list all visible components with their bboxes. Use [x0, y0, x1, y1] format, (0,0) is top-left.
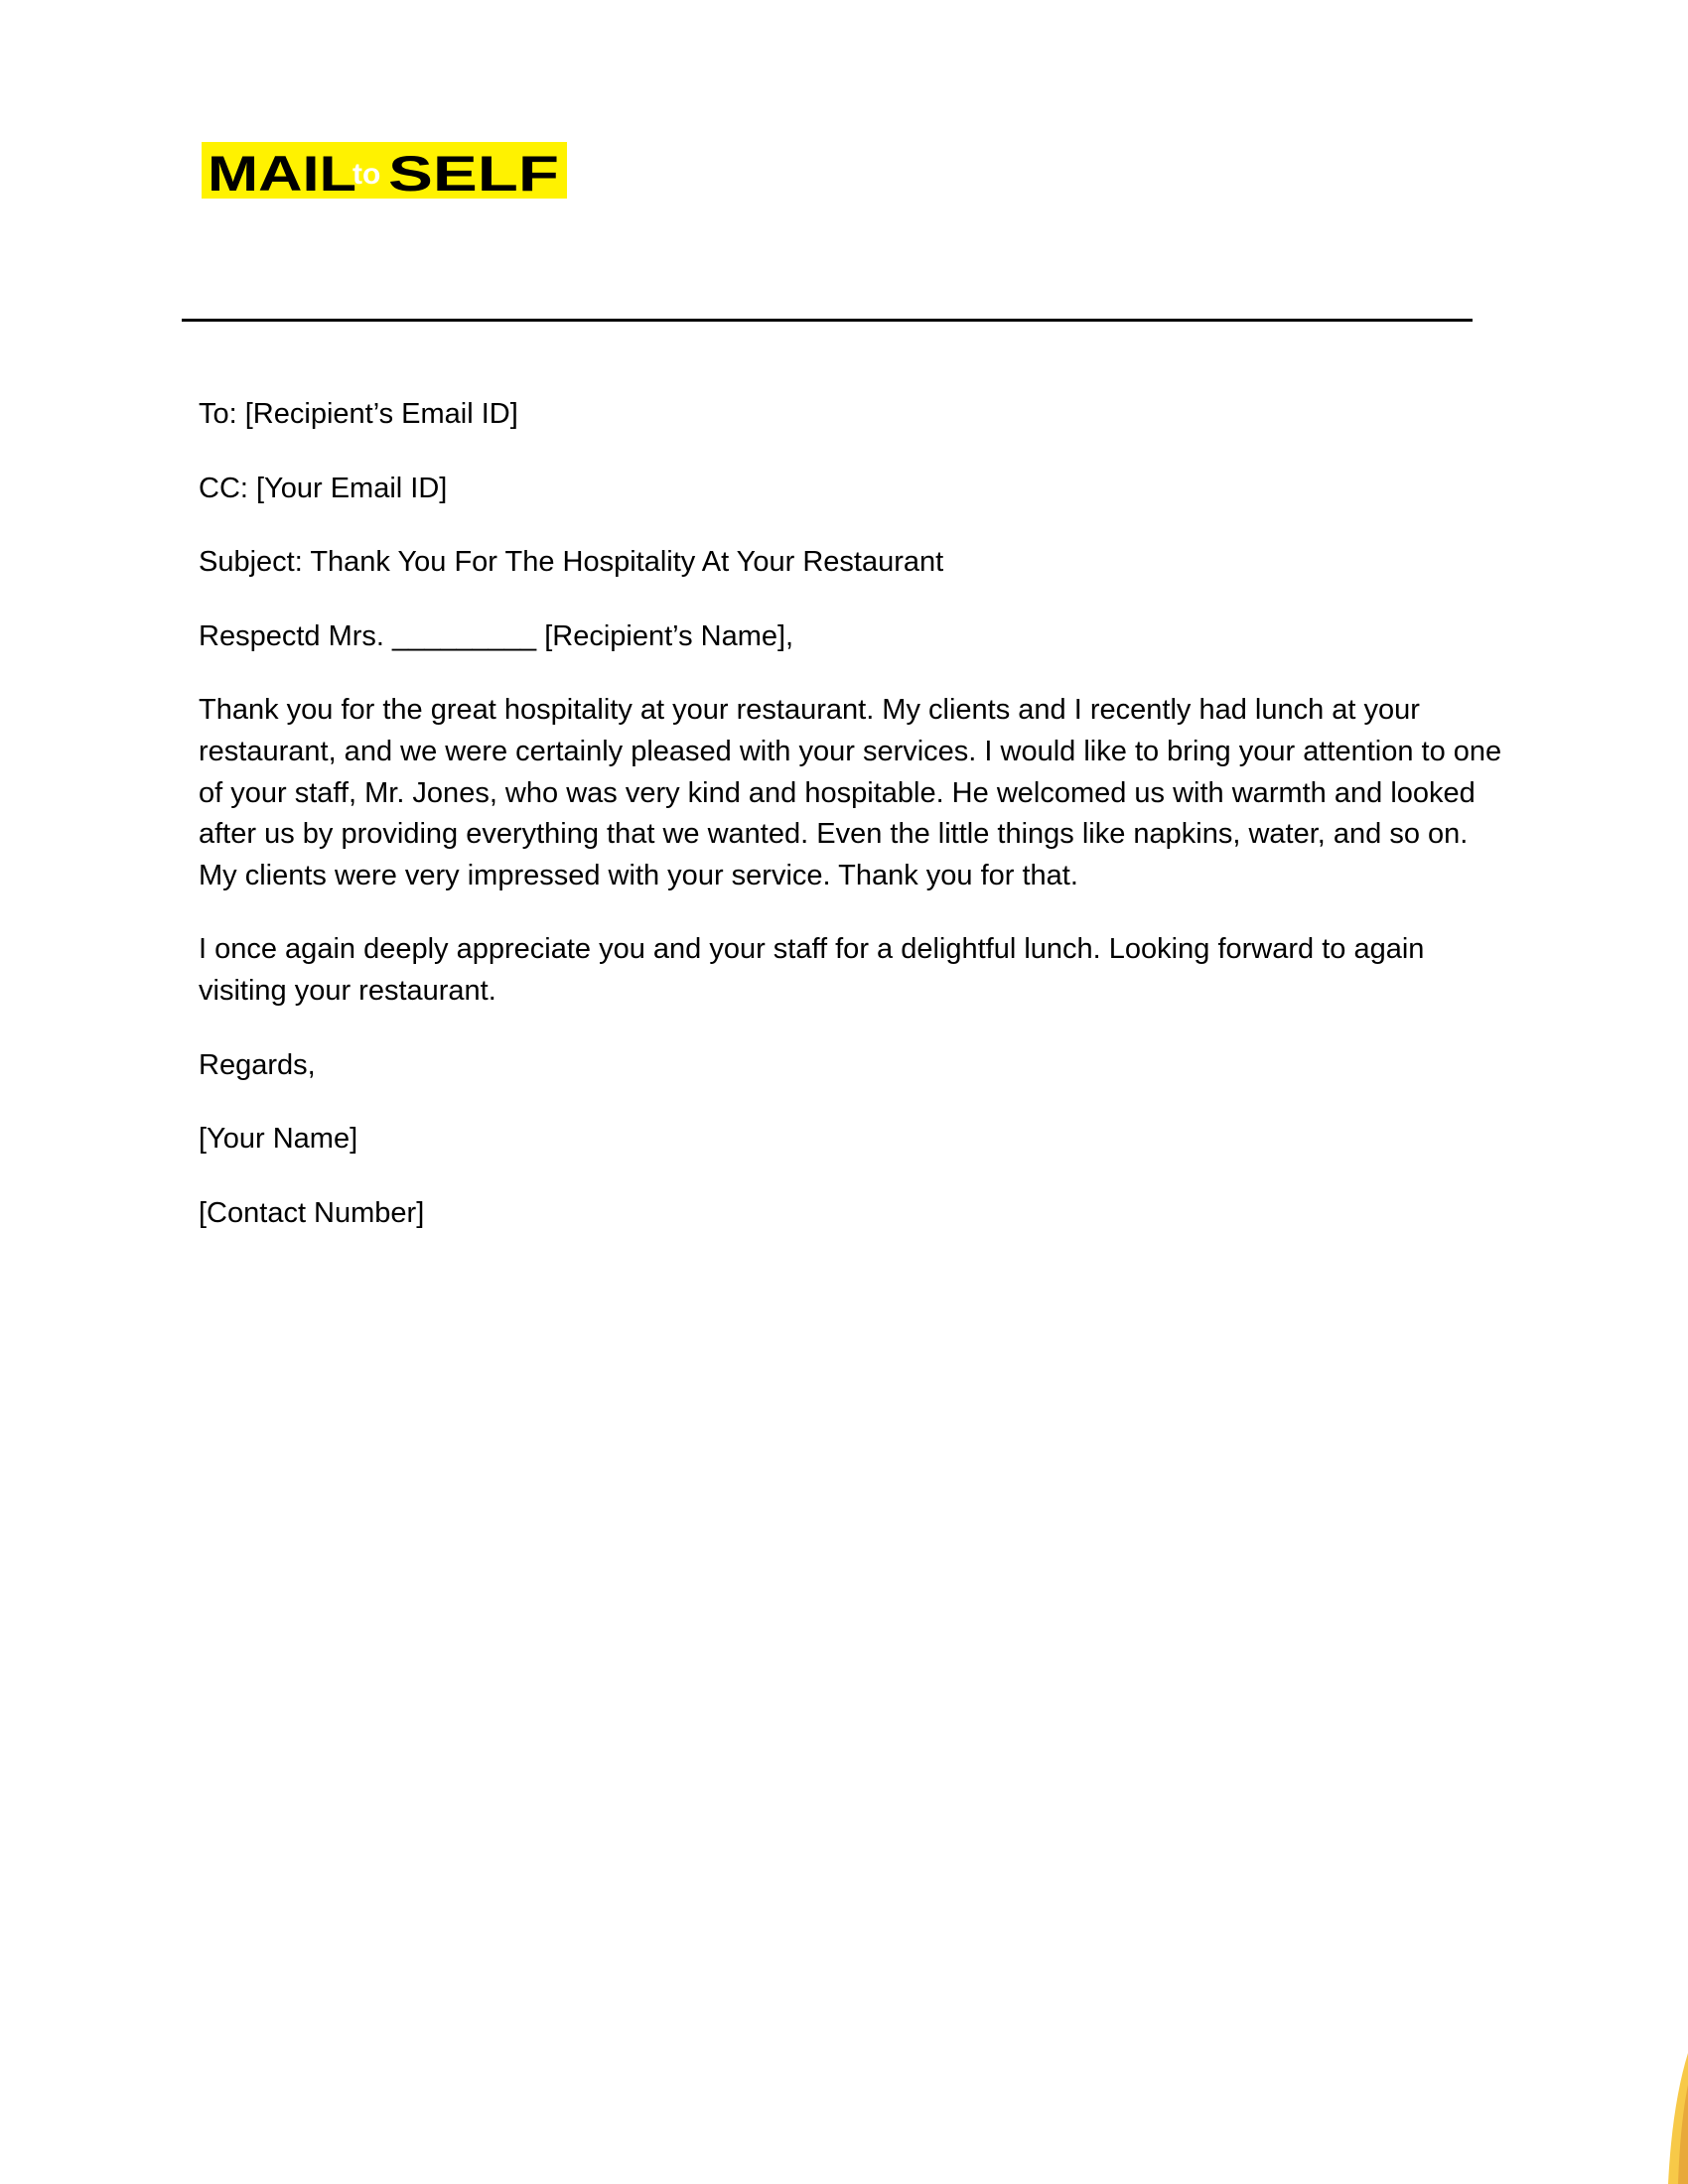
salutation: Respectd Mrs. _________ [Recipient’s Name], [199, 619, 794, 652]
letter-body [199, 394, 1509, 1267]
sender-contact: [Contact Number] [199, 1196, 425, 1229]
to-line: To: [Recipient’s Email ID] [199, 398, 518, 430]
logo-text-to: to [352, 158, 381, 191]
logo-text-mail: MAIL [208, 146, 356, 199]
body-paragraph-1: Thank you for the great hospitality at your restaurant. My clients and I recently had lunch at your restaurant, and we were certainly pleased with your services. I would like to bring your attention to one of your staff, Mr. Jones, who was very kind and hospitable. He welcomed us with warmth and looked after us by providing everything that we wanted. Even the little things like napkins, water, and so on. My clients were very impressed with your service. Thank you for that. [199, 694, 1502, 891]
cc-line: CC: [Your Email ID] [199, 472, 448, 504]
sender-name: [Your Name] [199, 1123, 358, 1156]
corner-decoration [1628, 2025, 1688, 2184]
logo-text-self: SELF [388, 146, 559, 199]
closing: Regards, [199, 1048, 316, 1081]
header-divider [182, 319, 1473, 322]
subject-line: Subject: Thank You For The Hospitality At Your Restaurant [199, 546, 944, 579]
mailtoself-logo [202, 142, 567, 199]
body-paragraph-2: I once again deeply appreciate you and your staff for a delightful lunch. Looking forward to again visiting your restaurant. [199, 933, 1425, 1007]
